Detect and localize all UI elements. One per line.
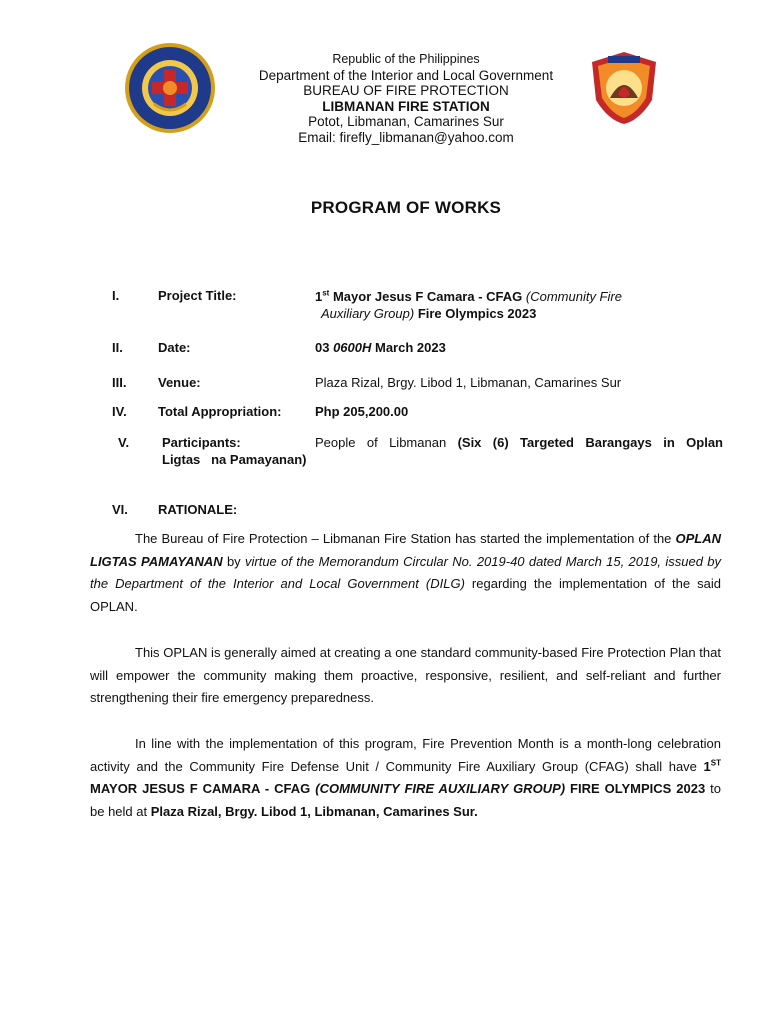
department-line: Department of the Interior and Local Government [258, 67, 554, 83]
item-label: Participants: [162, 435, 241, 450]
item-number: IV. [112, 404, 127, 419]
section-heading: RATIONALE: [158, 502, 238, 517]
date-value: 03 0600H March 2023 [315, 340, 446, 355]
item-number: II. [112, 340, 123, 355]
item-label: Project Title: [158, 288, 237, 303]
libmanan-station-badge-logo [588, 50, 660, 126]
item-label: Venue: [158, 375, 201, 390]
rationale-paragraph-2: This OPLAN is generally aimed at creating a one standard community-based Fire Protection Plan that will empower the community making them proactive, responsive, resilient, and self-reliant and further strengthening their fire emergency preparedness. [90, 645, 721, 706]
appropriation-value: Php 205,200.00 [315, 404, 409, 419]
item-number: I. [112, 288, 120, 303]
participants-value-line2: Ligtas na Pamayanan) [162, 452, 307, 467]
item-number: VI. [112, 502, 128, 517]
document-title: PROGRAM OF WORKS [310, 198, 502, 217]
republic-line: Republic of the Philippines [332, 52, 480, 66]
item-number: V. [118, 435, 130, 450]
rationale-paragraph-1: The Bureau of Fire Protection – Libmanan Fire Station has started the implementation of the OPLAN LIGTAS PAMAYANAN by virtue of the Memorandum Circular No. 2019-40 dated March 15, 2019, issued by the Department of the Interior and Local Government (DILG) regarding the implementation of the said OPLAN. [90, 531, 721, 615]
item-number: III. [112, 375, 127, 390]
item-label: Date: [158, 340, 191, 355]
venue-value: Plaza Rizal, Brgy. Libod 1, Libmanan, Camarines Sur [315, 375, 622, 390]
bureau-line: BUREAU OF FIRE PROTECTION [303, 83, 509, 98]
station-email: Email: firefly_libmanan@yahoo.com [298, 129, 514, 145]
item-label: Total Appropriation: [158, 404, 282, 419]
project-title-value: 1st Mayor Jesus F Camara - CFAG (Community Fire Auxiliary Group) Fire Olympics 2023 [315, 288, 622, 321]
station-address: Potot, Libmanan, Camarines Sur [308, 114, 504, 129]
participants-value-line1: People of Libmanan (Six (6) Targeted Barangays in Oplan [315, 435, 723, 450]
station-name: LIBMANAN FIRE STATION [322, 98, 490, 114]
rationale-paragraph-3: In line with the implementation of this program, Fire Prevention Month is a month-long celebration activity and the Community Fire Defense Unit / Community Fire Auxiliary Group (CFAG) shall have 1ST MAYOR JESUS F CAMARA - CFAG (COMMUNITY FIRE AUXILIARY GROUP) FIRE OLYMPICS 2023 to be held at Plaza Rizal, Brgy. Libod 1, Libmanan, Camarines Sur. [90, 736, 721, 820]
letterhead [200, 52, 612, 145]
